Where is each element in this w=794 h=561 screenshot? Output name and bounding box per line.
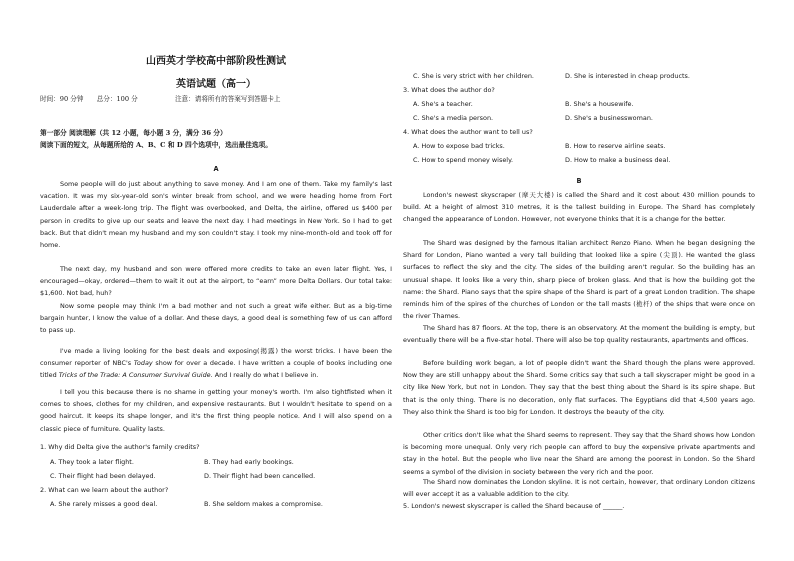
school-title: 山西英才学校高中部阶段性测试 (146, 56, 286, 67)
passage-a-label: A (213, 165, 219, 173)
question-4-stem: 4. What does the author want to tell us? (403, 128, 533, 136)
question-2-option-b: B. She seldom makes a compromise. (204, 500, 323, 508)
p4-text-a: I've made a living looking for the best deals and exposing(揭露) the worst tricks. I have been the consumer reporter of NBC's (40, 347, 392, 368)
question-2-option-d: D. She is interested in cheap products. (565, 72, 690, 80)
passage-a-paragraph-3: Now some people may think I'm a bad mother and not such a great wife either. But as a big-time bargain hunter, I know the value of a dollar. And these days, a good deal is something few of us can afford to pass up. (40, 302, 392, 335)
exam-title: 英语试题（高一） (176, 79, 256, 90)
question-3-option-c: C. She's a media person. (413, 114, 494, 122)
question-1-stem: 1. Why did Delta give the author's family credits? (40, 443, 200, 451)
question-1-option-c: C. Their flight had been delayed. (50, 472, 156, 480)
question-1-option-b: B. They had early bookings. (204, 458, 294, 466)
question-1-option-d: D. Their flight had been cancelled. (204, 472, 316, 480)
passage-b-paragraph-5: Other critics don't like what the Shard seems to represent. They say that the Shard shows how London is becoming more unequal. Only very rich people can afford to buy the expensive private apartments and stay in the hotel. But the people who live near the Shard are among the poorest in London. So the Shard seems a symbol of the division in society between the very rich and the poor. (403, 431, 755, 476)
passage-b-paragraph-6: The Shard now dominates the London skyline. It is not certain, however, that ordinary London citizens will ever accept it as a valuable addition to the city. (403, 478, 755, 499)
passage-b-paragraph-4: Before building work began, a lot of people didn't want the Shard though the plans were approved. Now they are still unhappy about the Shard. Some critics say that such a tall skyscraper might be good in a city like New York, but not in London. They say that the best thing about the Shard is its spire shape. But that is the only thing. There is no decoration, only flat surfaces. The Egyptians did that 4,500 years ago. They also think the Shard is too big for London. It destroys the beauty of the city. (403, 359, 755, 416)
passage-b-label: B (576, 177, 582, 185)
exam-time: 时间：90 分钟 (40, 95, 84, 103)
p4-text-b: show for over a decade. I have written a couple of books including one titled (40, 359, 392, 380)
show-title: Today (133, 359, 153, 368)
question-2-option-a: A. She rarely misses a good deal. (50, 500, 158, 508)
passage-a-paragraph-4 (40, 345, 392, 382)
question-2-stem: 2. What can we learn about the author? (40, 486, 169, 494)
exam-meta (40, 93, 392, 103)
exam-notice: 注意：请将所有的答案写到答题卡上 (174, 95, 281, 103)
question-4-option-d: D. How to make a business deal. (565, 156, 671, 164)
exam-score: 总分：100 分 (96, 95, 138, 103)
section-instruction: 阅读下面的短文，从每题所给的 A、B、C 和 D 四个选项中，选出最佳选项。 (40, 141, 272, 149)
section-heading-block (40, 127, 272, 151)
question-4-option-a: A. How to expose bad tricks. (413, 142, 505, 150)
passage-a-paragraph-5: I tell you this because there is no shame in getting your money's worth. I'm also tightfisted when it comes to shoes, clothes for my children, and expensive restaurants. But I wouldn't hesitate to spend on a good haircut. It keeps its shape longer, and it's the first thing people notice. And I will also spend on a classic piece of furniture. Quality lasts. (40, 388, 392, 433)
question-3-option-b: B. She's a housewife. (565, 100, 634, 108)
passage-b-paragraph-3: The Shard has 87 floors. At the top, there is an observatory. At the moment the building is empty, but eventually there will be a five-star hotel. There will also be top quality restaurants, apartments and offices. (403, 324, 755, 345)
passage-b-paragraph-1: London's newest skyscraper (摩天大楼) is called the Shard and it cost about 430 million pounds to build. At a height of almost 310 metres, it is the tallest building in Europe. The Shard has completely changed the appearance of London. However, not everyone thinks that it is a change for the better. (403, 191, 755, 224)
passage-a-paragraph-1: Some people will do just about anything to save money. And I am one of them. Take my family's last vacation. It was my six-year-old son's winter break from school, and we were heading home from Fort Lauderdale after a week-long trip. The flight was overbooked, and Delta, the airline, offered us $400 per person in credits to give up our seats and leave the next day. I had meetings in New York. So I had to get back. But that didn't mean my husband and my son couldn't stay. I took my nine-month-old and took off for home. (40, 180, 392, 250)
question-3-option-a: A. She's a teacher. (413, 100, 473, 108)
book-title: Tricks of the Trade: A Consumer Survival Guide (58, 371, 211, 380)
passage-a-paragraph-2: The next day, my husband and son were offered more credits to take an even later flight. Yes, I encouraged—okay, ordered—them to wait it out at the airport, to “earn” more Delta Dollars. Our total take: $1,600. Not bad, huh? (40, 265, 392, 298)
question-4-option-c: C. How to spend money wisely. (413, 156, 513, 164)
section-heading: 第一部分 阅读理解（共 12 小题，每小题 3 分，满分 36 分） (40, 129, 227, 137)
question-3-stem: 3. What does the author do? (403, 86, 495, 94)
question-4-option-b: B. How to reserve airline seats. (565, 142, 666, 150)
question-2-option-c: C. She is very strict with her children. (413, 72, 534, 80)
question-1-option-a: A. They took a later flight. (50, 458, 134, 466)
question-3-option-d: D. She's a businesswoman. (565, 114, 653, 122)
passage-b-paragraph-2: The Shard was designed by the famous Italian architect Renzo Piano. When he began designing the Shard for London, Piano wanted a very tall building that looked like a spire (尖顶). He wanted the glass surfaces to reflect the sky and the city. The sides of the building aren't regular. So the building has an unusual shape. It looks like a very thin, sharp piece of broken glass. And that is how the building got the name: the Shard. Piano says that the spire shape of the Shard is part of a great London tradition. The shape reminds him of the spires of the churches of London or the tall masts (桅杆) of the ships that were once on the river Thames. (403, 239, 755, 321)
p4-text-c: . And I really do what I believe in. (210, 371, 319, 380)
question-5-stem: 5. London's newest skyscraper is called the Shard because of ______. (403, 502, 625, 510)
